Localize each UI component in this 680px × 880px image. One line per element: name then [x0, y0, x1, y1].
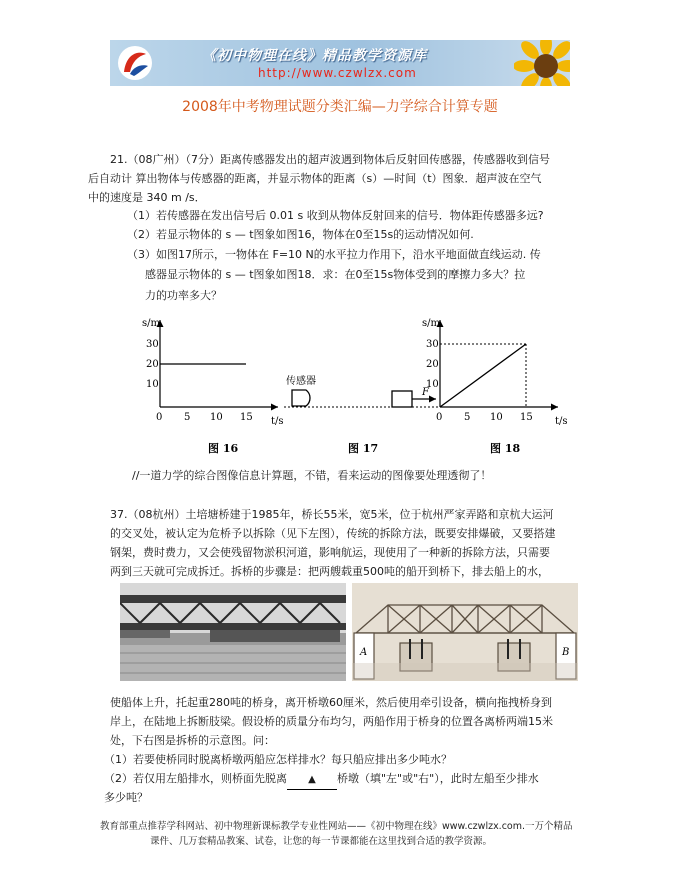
site-logo-icon	[116, 44, 154, 82]
fig18-xtick-15: 15	[520, 412, 533, 423]
q37-after-1: 使船体上升，托起重280吨的桥身，离开桥墩60厘米，然后使用牵引设备，横向拖拽桥身到	[110, 696, 552, 709]
q37-item-2-post: 桥墩（填"左"或"右"），此时左船至少排水	[337, 772, 539, 785]
fig16-ylabel: s/m	[142, 318, 160, 329]
fig16-ytick-10: 10	[146, 379, 159, 390]
q37-item-2	[104, 769, 539, 790]
fig18-xtick-5: 5	[464, 412, 471, 423]
q21-comment: //一道力学的综合图像信息计算题，不错，看来运动的图像要处理透彻了！	[132, 469, 492, 482]
figure-17	[284, 374, 445, 455]
fig16-ytick-30: 30	[146, 339, 159, 350]
q37-item-2-pre: （2）若仅用左船排水，则桥面先脱离	[104, 772, 287, 785]
fig18-xlabel: t/s	[555, 416, 568, 427]
fig17-sensor-label: 传感器	[286, 376, 316, 387]
fig18-xtick-10: 10	[490, 412, 503, 423]
fig16-caption: 图 16	[208, 442, 239, 455]
document-title: 2008年中考物理试题分类汇编—力学综合计算专题	[182, 99, 498, 115]
q21-line-3: 中的速度是 340 m /s．	[88, 191, 206, 204]
bridge-photo	[120, 583, 346, 681]
fig18-caption: 图 18	[490, 442, 521, 455]
fig16-xlabel: t/s	[271, 416, 284, 427]
banner-title: 《初中物理在线》精品教学资源库	[202, 48, 427, 64]
q21-line-2: 后自动计 算出物体与传感器的距离，并显示物体的距离（s）—时间（t）图象．超声波在空气	[88, 172, 542, 185]
fig18-ytick-30: 30	[426, 339, 439, 350]
answer-blank[interactable]: ▲	[287, 770, 337, 790]
q37-after-2: 岸上，在陆地上拆断肢梁。假设桥的质量分布均匀，两船作用于桥身的位置各离桥两端15米	[110, 715, 553, 728]
q37-item-1: （1）若要使桥同时脱离桥墩两船应怎样排水？每只船应排出多少吨水？	[104, 753, 452, 766]
banner-url[interactable]: http://www.czwlzx.com	[258, 66, 417, 80]
footer-line-2: 课件、几万套精品教案、试卷，让您的每一节课都能在这里找到合适的教学资源。	[150, 836, 493, 847]
q21-figures	[120, 312, 590, 462]
fig16-xtick-15: 15	[240, 412, 253, 423]
fig16-xtick-0: 0	[156, 412, 163, 423]
fig18-ylabel: s/m	[422, 318, 440, 329]
sunflower-icon	[514, 40, 570, 86]
q37-line-2: 的交叉处，被认定为危桥予以拆除（见下左图），传统的拆除方法，既要安排爆破，又要搭建	[110, 527, 556, 540]
q21-item-3-cont-2: 力的功率多大？	[145, 289, 222, 302]
diagram-label-b: B	[562, 647, 570, 658]
q37-item-2-tail: 多少吨？	[104, 791, 148, 804]
diagram-label-a: A	[360, 647, 368, 658]
fig17-force-label: F	[422, 387, 429, 398]
fig18-ytick-20: 20	[426, 359, 439, 370]
q21-item-3-cont: 感器显示物体的 s — t图象如图18．求：在0至15s物体受到的摩擦力多大？拉	[145, 268, 526, 281]
fig16-xtick-10: 10	[210, 412, 223, 423]
fig16-ytick-20: 20	[146, 359, 159, 370]
figure-16	[142, 318, 284, 455]
fig17-caption: 图 17	[348, 442, 379, 455]
fig18-ytick-10: 10	[426, 379, 439, 390]
block-shape	[392, 391, 412, 407]
q21-line-1: 21.（08广州）（7分）距离传感器发出的超声波遇到物体后反射回传感器，传感器收到信号	[110, 153, 550, 166]
q37-line-4: 两到三天就可完成拆迁。拆桥的步骤是：把两艘载重500吨的船开到桥下，排去船上的水，	[110, 565, 549, 578]
footer-line-1: 教育部重点推荐学科网站、初中物理新课标教学专业性网站——《初中物理在线》www.czwlzx.com.一万个精品	[100, 821, 573, 832]
q37-line-1: 37.（08杭州）土培塘桥建于1985年，桥长55米，宽5米，位于杭州严家弄路和京杭大运河	[110, 508, 554, 521]
q37-line-3: 钢架，费时费力，又会使残留物淤积河道，影响航运，现使用了一种新的拆除方法，只需要	[110, 546, 550, 559]
header-banner	[110, 40, 570, 86]
q21-item-1: （1）若传感器在发出信号后 0.01 s 收到从物体反射回来的信号．物体距传感器多远?	[127, 209, 544, 222]
fig16-xtick-5: 5	[184, 412, 191, 423]
fig18-series-line	[440, 344, 526, 407]
bridge-diagram	[352, 583, 578, 681]
q21-item-2: （2）若显示物体的 s — t图象如图16，物体在0至15s的运动情况如何.	[127, 228, 474, 241]
sensor-shape	[292, 390, 310, 406]
figure-18	[422, 318, 568, 455]
q21-item-3: （3）如图17所示，一物体在 F=10 N的水平拉力作用下，沿水平地面做直线运动. 传	[127, 248, 541, 261]
q37-after-3: 处，下右图是拆桥的示意图。问：	[110, 734, 275, 747]
fig18-xtick-0: 0	[436, 412, 443, 423]
